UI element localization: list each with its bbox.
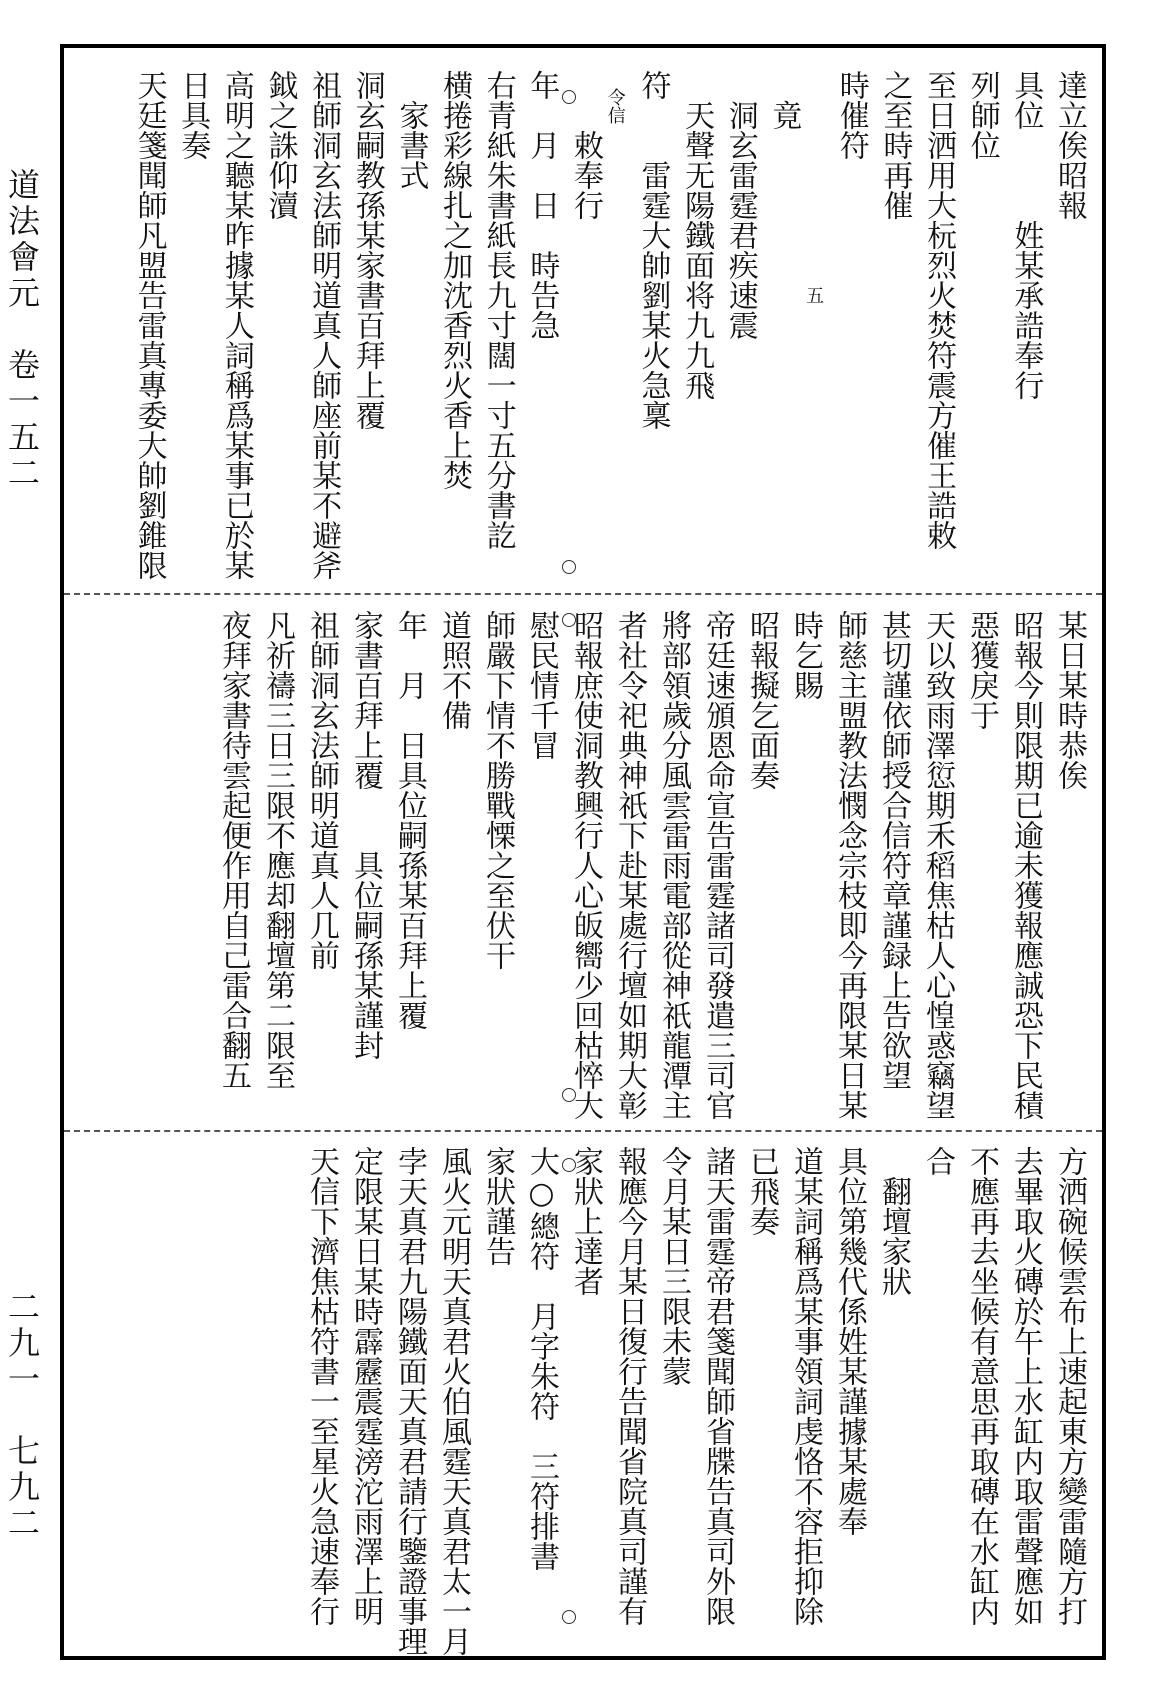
text-column: 敕奉行 bbox=[568, 70, 603, 220]
text-column: 之至時再催 bbox=[877, 70, 913, 220]
text-column: 五 bbox=[803, 70, 825, 304]
text-column: 家書百拜上覆 具位嗣孫某謹封 bbox=[348, 610, 383, 1060]
page-number-margin: 二九一 七九二 bbox=[3, 1290, 41, 1542]
book-title-margin: 道法會元 卷一五二 bbox=[3, 168, 41, 492]
text-column: 孛天真君九陽鐵面天真君請行鑒證事理 bbox=[392, 1146, 427, 1656]
text-column: 去畢取火磚於午上水缸内取雷聲應如 bbox=[1008, 1146, 1043, 1626]
text-column: 至日洒用大杬烈火焚符震方催王誥敕 bbox=[921, 70, 957, 550]
text-column: 不應再去坐候有意思再取磚在水缸内 bbox=[964, 1146, 999, 1626]
text-column: 帝廷速頒恩命宣告雷霆諸司發遣三司官 bbox=[700, 610, 735, 1120]
text-column: 凡祈禱三日三限不應却翻壇第二限至 bbox=[260, 610, 295, 1090]
text-panel-top bbox=[120, 70, 1087, 580]
text-column: 竟 bbox=[766, 70, 802, 130]
text-column: 翻壇家狀 bbox=[876, 1146, 911, 1296]
text-column: 祖師洞玄法師明道真人几前 bbox=[304, 610, 339, 970]
text-column: 師嚴下情不勝戰慄之至伏干 bbox=[480, 610, 515, 970]
text-column: 具位 姓某承誥奉行 bbox=[1008, 70, 1044, 400]
section-divider-bottom bbox=[64, 1130, 1102, 1132]
text-column: 方洒碗候雲布上速起東方變雷隨方打 bbox=[1052, 1146, 1087, 1626]
section-divider-top bbox=[64, 593, 1102, 595]
text-column: 鉞之誅仰瀆 bbox=[262, 70, 298, 220]
text-column: 時乞賜 bbox=[788, 610, 823, 700]
text-column: 昭報今則限期已逾未獲報應誠恐下民積 bbox=[1008, 610, 1043, 1120]
text-column: 洞玄雷霆君疾速震 bbox=[722, 70, 758, 340]
text-column: 高明之聽某昨據某人詞稱爲某事已於某 bbox=[218, 70, 254, 580]
text-column: 道照不備 bbox=[436, 610, 471, 730]
text-column: 家狀上達者 bbox=[568, 1146, 603, 1296]
text-column: 天廷箋聞師凡盟告雷真專委大帥劉錐限 bbox=[131, 70, 167, 580]
text-column: 家狀謹告 bbox=[480, 1146, 515, 1266]
text-column: 昭報庶使洞教興行人心皈嚮少回枯悴大 bbox=[568, 610, 603, 1120]
text-column: 達立俟昭報 bbox=[1052, 70, 1087, 220]
text-column: 報應今月某日復行告聞省院真司謹有 bbox=[612, 1146, 647, 1626]
text-column: 某日某時恭俟 bbox=[1052, 610, 1087, 790]
text-column: 天以致雨澤愆期禾稻焦枯人心惶惑竊望 bbox=[920, 610, 955, 1120]
text-column: 右青紙朱書紙長九寸闊一寸五分書訖 bbox=[480, 70, 516, 550]
text-column: 具位第幾代係姓某謹據某處奉 bbox=[832, 1146, 867, 1536]
text-column: 惡獲戾于 bbox=[964, 610, 999, 730]
text-column: 祖師洞玄法師明道真人師座前某不避斧 bbox=[306, 70, 342, 580]
text-column: 甚切謹依師授合信符章謹録上告欲望 bbox=[876, 610, 911, 1090]
text-column: 天信下濟焦枯符書一至星火急速奉行 bbox=[304, 1146, 339, 1626]
text-column: 道某詞稱爲某事領詞虔恪不容拒抑除 bbox=[788, 1146, 823, 1626]
text-column: 師慈主盟教法憫念宗枝即今再限某日某 bbox=[832, 610, 867, 1120]
text-column: 合 bbox=[920, 1146, 955, 1176]
text-column: 洞玄嗣教孫某家書百拜上覆 bbox=[349, 70, 385, 430]
text-column: 昭報擬乞面奏 bbox=[744, 610, 779, 790]
text-column: 時催符 bbox=[833, 70, 869, 160]
text-column: 令信 bbox=[604, 70, 626, 124]
text-column: 日具奏 bbox=[175, 70, 211, 160]
text-column: 列師位 bbox=[964, 70, 1000, 160]
text-column: 已飛奏 bbox=[744, 1146, 779, 1236]
text-column: 風火元明天真君火伯風霆天真君太一月 bbox=[436, 1146, 471, 1656]
text-column: 横捲彩線扎之加沈香烈火香上焚 bbox=[437, 70, 473, 490]
text-column: 符 雷霆大帥劉某火急稟 bbox=[635, 70, 671, 430]
page-frame bbox=[60, 44, 1106, 1660]
text-column: 大○總符 月字朱符 三符排書 bbox=[524, 1146, 559, 1571]
text-column: 慰民情千冒 bbox=[524, 610, 559, 760]
text-column: 定限某日某時霹靂震霆滂沱雨澤上明 bbox=[348, 1146, 383, 1626]
text-panel-middle bbox=[120, 610, 1087, 1120]
text-panel-bottom bbox=[120, 1146, 1087, 1656]
text-column: 者社令祀典神祇下赴某處行壇如期大彰 bbox=[612, 610, 647, 1120]
text-column: 令月某日三限未蒙 bbox=[656, 1146, 691, 1386]
text-column: 家書式 bbox=[393, 70, 429, 190]
text-column: 年 月 日 時告急 bbox=[524, 70, 560, 340]
text-column: 諸天雷霆帝君箋聞師省牒告真司外限 bbox=[700, 1146, 735, 1626]
text-column: 將部領歲分風雲雷雨電部從神祇龍潭主 bbox=[656, 610, 691, 1120]
text-column: 天聲无陽鐵面将九九飛 bbox=[679, 70, 715, 400]
text-column: 年 月 日具位嗣孫某百拜上覆 bbox=[392, 610, 427, 1030]
text-column: 夜拜家書待雲起便作用自己雷合翻五 bbox=[216, 610, 251, 1090]
